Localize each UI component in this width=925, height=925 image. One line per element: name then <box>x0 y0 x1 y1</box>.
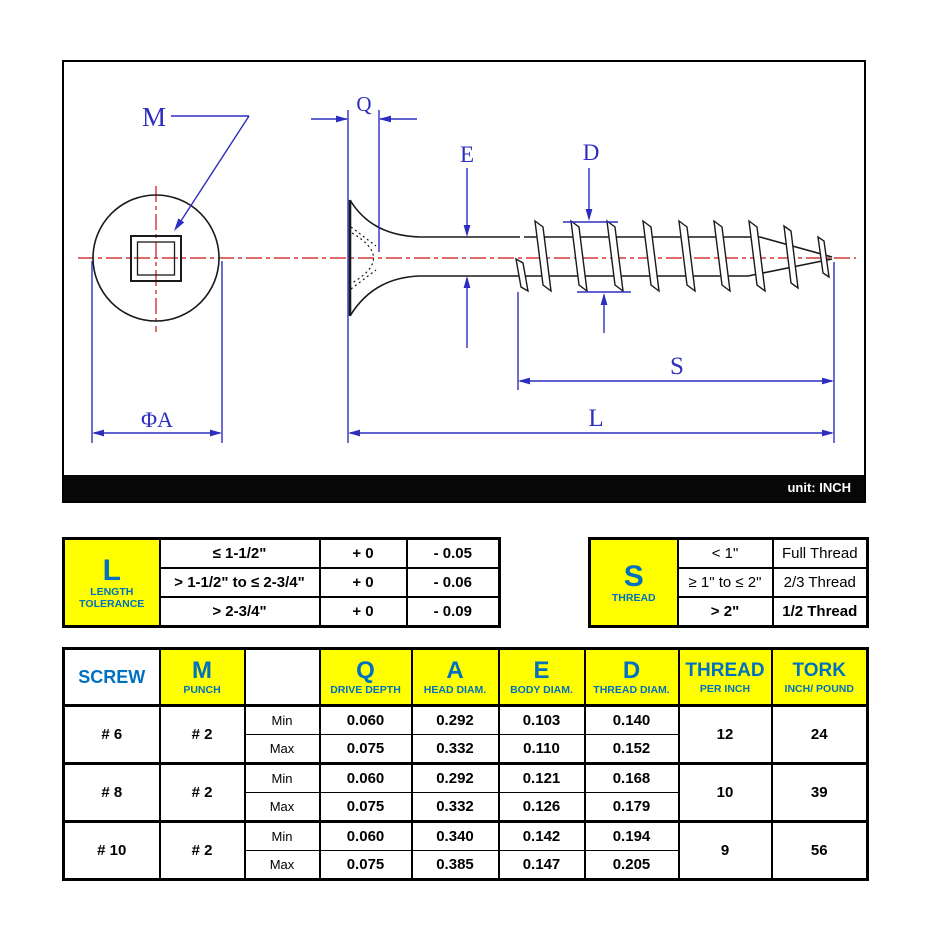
punch-size: # 2 <box>160 764 245 822</box>
thread-value: Full Thread <box>773 539 868 569</box>
d-max: 0.152 <box>585 735 679 764</box>
d-max: 0.179 <box>585 793 679 822</box>
length-tolerance-letter: L <box>102 553 121 587</box>
spec-header-thread: THREAD PER INCH <box>679 649 772 706</box>
thread-per-inch: 10 <box>679 764 772 822</box>
a-min: 0.292 <box>412 706 499 735</box>
spec-header-tork: TORK INCH/ POUND <box>772 649 868 706</box>
spec-header-d: D THREAD DIAM. <box>585 649 679 706</box>
spec-header-e: E BODY DIAM. <box>499 649 585 706</box>
screw-technical-drawing <box>64 62 864 477</box>
q-min: 0.060 <box>320 764 412 793</box>
tolerance-range: > 2-3/4" <box>160 597 320 627</box>
tolerance-plus: + 0 <box>320 597 407 627</box>
dimension-e <box>460 142 474 348</box>
tork-value: 24 <box>772 706 868 764</box>
thread-table-letter: S <box>623 559 644 593</box>
q-min: 0.060 <box>320 822 412 851</box>
thread-table-caption: THREAD <box>611 591 656 604</box>
tork-value: 56 <box>772 822 868 880</box>
thread-side-view <box>516 221 832 291</box>
a-max: 0.385 <box>412 851 499 880</box>
a-min: 0.292 <box>412 764 499 793</box>
dim-label-e: E <box>459 142 475 167</box>
screw-size: # 8 <box>64 764 160 822</box>
thread-range: < 1" <box>678 539 773 569</box>
technical-drawing-panel <box>62 60 866 503</box>
thread-range: ≥ 1" to ≤ 2" <box>678 568 773 597</box>
q-max: 0.075 <box>320 735 412 764</box>
length-tolerance-table <box>62 537 501 628</box>
spec-row-8-min <box>64 764 868 793</box>
e-max: 0.110 <box>499 735 585 764</box>
dim-label-l: L <box>588 405 604 432</box>
spec-header-a: A HEAD DIAM. <box>412 649 499 706</box>
thread-per-inch: 12 <box>679 706 772 764</box>
spec-table <box>62 647 869 881</box>
tolerance-range: > 1-1/2" to ≤ 2-3/4" <box>160 568 320 597</box>
thread-value: 1/2 Thread <box>773 597 868 627</box>
thread-table <box>588 537 869 628</box>
dimension-s <box>518 262 834 443</box>
min-label: Min <box>245 822 320 851</box>
tolerance-minus: - 0.06 <box>407 568 500 597</box>
screw-size: # 6 <box>64 706 160 764</box>
e-min: 0.121 <box>499 764 585 793</box>
min-label: Min <box>245 706 320 735</box>
tolerance-minus: - 0.05 <box>407 539 500 569</box>
e-min: 0.142 <box>499 822 585 851</box>
punch-size: # 2 <box>160 822 245 880</box>
d-max: 0.205 <box>585 851 679 880</box>
q-min: 0.060 <box>320 706 412 735</box>
spec-header-minmax <box>245 649 320 706</box>
spec-row-10-min <box>64 822 868 851</box>
thread-value: 2/3 Thread <box>773 568 868 597</box>
max-label: Max <box>245 793 320 822</box>
unit-bar <box>64 475 864 501</box>
dim-label-phi-a: ΦA <box>141 407 173 432</box>
q-max: 0.075 <box>320 851 412 880</box>
e-min: 0.103 <box>499 706 585 735</box>
length-tolerance-caption2: TOLERANCE <box>79 597 145 610</box>
a-min: 0.340 <box>412 822 499 851</box>
a-max: 0.332 <box>412 735 499 764</box>
spec-row-6-min <box>64 706 868 735</box>
d-min: 0.168 <box>585 764 679 793</box>
tolerance-plus: + 0 <box>320 539 407 569</box>
thread-range: > 2" <box>678 597 773 627</box>
punch-size: # 2 <box>160 706 245 764</box>
dimension-m <box>142 102 249 231</box>
dimension-q <box>311 92 417 443</box>
dimension-phi-a <box>92 261 222 443</box>
spec-header-q: Q DRIVE DEPTH <box>320 649 412 706</box>
dim-label-q: Q <box>356 92 372 116</box>
d-min: 0.194 <box>585 822 679 851</box>
tolerance-plus: + 0 <box>320 568 407 597</box>
thread-table-header <box>590 539 678 627</box>
dim-label-s: S <box>670 353 684 380</box>
spec-header-screw: SCREW <box>64 649 160 706</box>
a-max: 0.332 <box>412 793 499 822</box>
e-max: 0.147 <box>499 851 585 880</box>
tolerance-minus: - 0.09 <box>407 597 500 627</box>
dim-label-m: M <box>141 102 167 132</box>
thread-per-inch: 9 <box>679 822 772 880</box>
unit-label: unit: INCH <box>787 480 851 495</box>
dim-label-d: D <box>582 140 600 165</box>
spec-header-m: M PUNCH <box>160 649 245 706</box>
q-max: 0.075 <box>320 793 412 822</box>
min-label: Min <box>245 764 320 793</box>
max-label: Max <box>245 735 320 764</box>
tolerance-range: ≤ 1-1/2" <box>160 539 320 569</box>
max-label: Max <box>245 851 320 880</box>
screw-size: # 10 <box>64 822 160 880</box>
length-tolerance-header <box>64 539 160 627</box>
e-max: 0.126 <box>499 793 585 822</box>
tork-value: 39 <box>772 764 868 822</box>
length-tolerance-caption1: LENGTH <box>90 585 134 598</box>
spec-header-row <box>64 649 868 706</box>
d-min: 0.140 <box>585 706 679 735</box>
dimension-l <box>348 405 834 436</box>
